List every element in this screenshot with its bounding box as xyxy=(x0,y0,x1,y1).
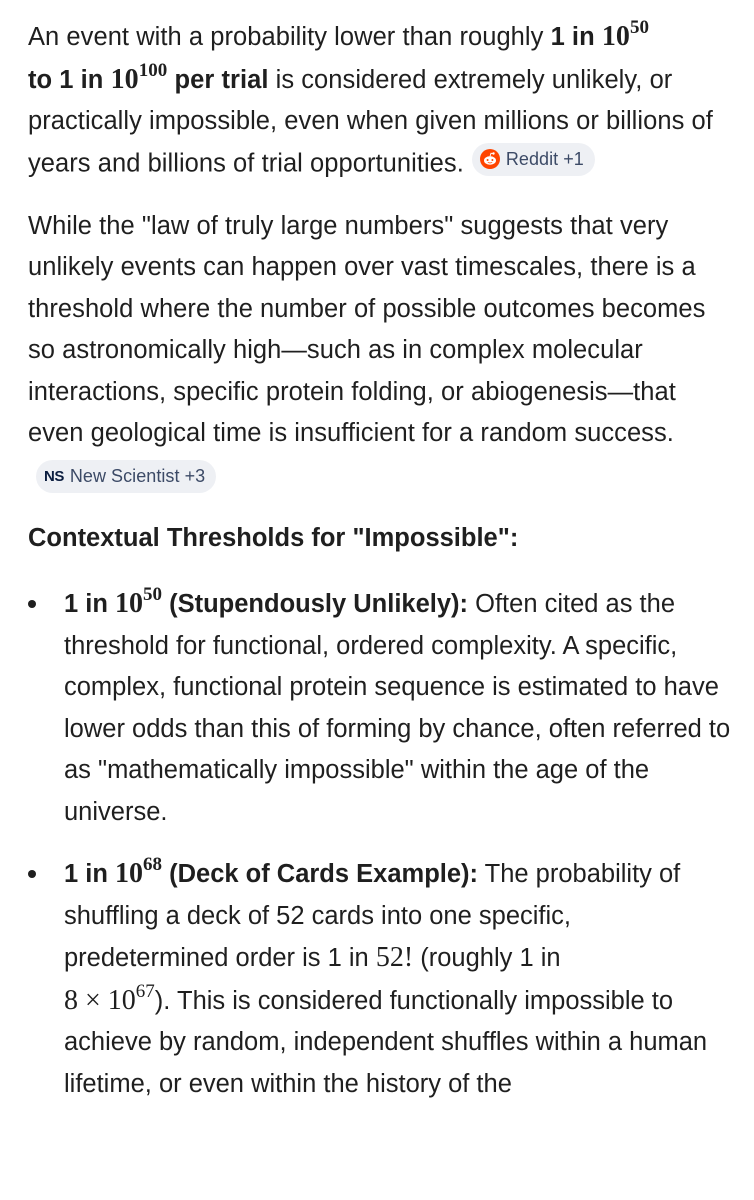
math-base: 10 xyxy=(601,21,630,52)
item-title xyxy=(64,854,479,889)
threshold-list xyxy=(28,583,736,1105)
math-base: 10 xyxy=(115,588,144,619)
bold-text: (Stupendously Unlikely): xyxy=(162,590,469,618)
law-text: While the "law of truly large numbers" suggests that very unlikely events can happen over vast timescales, there is a threshold where the number of possible outcomes becomes so astronomically high—such as in complex molecular interactions, specific protein folding, or abiogenesis—that even geological time is insufficient for a random success. xyxy=(28,211,706,447)
math-base: 8 × 10 xyxy=(64,984,136,1016)
math-power-a xyxy=(601,17,650,52)
math-base: 10 xyxy=(115,858,144,889)
new-scientist-icon: NS xyxy=(44,467,64,485)
intro-paragraph xyxy=(28,16,736,185)
bold-text: 1 in xyxy=(64,860,116,888)
source-chip-reddit[interactable] xyxy=(472,143,595,176)
bold-text: per trial xyxy=(167,65,269,94)
bold-text: to 1 in xyxy=(28,65,111,94)
item-text: ). This is considered functionally impossible to achieve by random, independent shuffles within a human lifetime, or even within the history of the xyxy=(64,986,708,1098)
chip-label: New Scientist +3 xyxy=(69,465,206,486)
math-exponent: 67 xyxy=(135,980,155,1002)
answer-content xyxy=(28,16,736,1105)
bold-text: 1 in xyxy=(550,23,602,51)
item-text: (roughly 1 in xyxy=(413,944,561,972)
list-item xyxy=(28,583,736,833)
intro-text-tail: is considered extremely unlikely, or practically impossible, even when given millions or billions of years and billions of trial opportunities. xyxy=(28,65,713,177)
math-power-b xyxy=(110,59,168,95)
section-heading: Contextual Thresholds for "Impossible": xyxy=(28,524,519,552)
bullet-dot xyxy=(28,870,36,878)
item-text: The probability of shuffling a deck of 52 cards into one specific, predetermined order is 1 in xyxy=(64,860,681,972)
math-exponent: 50 xyxy=(143,584,163,605)
math-base: 10 xyxy=(110,63,139,95)
math-approx xyxy=(64,980,155,1016)
list-item xyxy=(28,853,736,1105)
source-chip-new-scientist[interactable] xyxy=(36,460,216,493)
math-factorial: 52! xyxy=(375,942,414,973)
item-text: Often cited as the threshold for functional, ordered complexity. A specific, complex, functional protein sequence is estimated to have lower odds than this of forming by chance, often referred to as "mathematically impossible" within the age of the universe. xyxy=(64,590,731,826)
chip-label: Reddit +1 xyxy=(505,148,584,169)
item-title xyxy=(64,584,469,619)
intro-text-lead: An event with a probability lower than roughly xyxy=(28,23,551,51)
bold-text: 1 in xyxy=(64,590,116,618)
reddit-icon xyxy=(480,149,500,169)
law-paragraph xyxy=(28,206,736,497)
bullet-dot xyxy=(28,600,36,608)
math-power xyxy=(115,584,163,619)
math-exponent: 68 xyxy=(143,854,163,875)
math-exponent: 100 xyxy=(138,59,168,81)
bold-text: (Deck of Cards Example): xyxy=(162,860,479,888)
math-power xyxy=(115,854,163,889)
math-exponent: 50 xyxy=(629,17,650,38)
